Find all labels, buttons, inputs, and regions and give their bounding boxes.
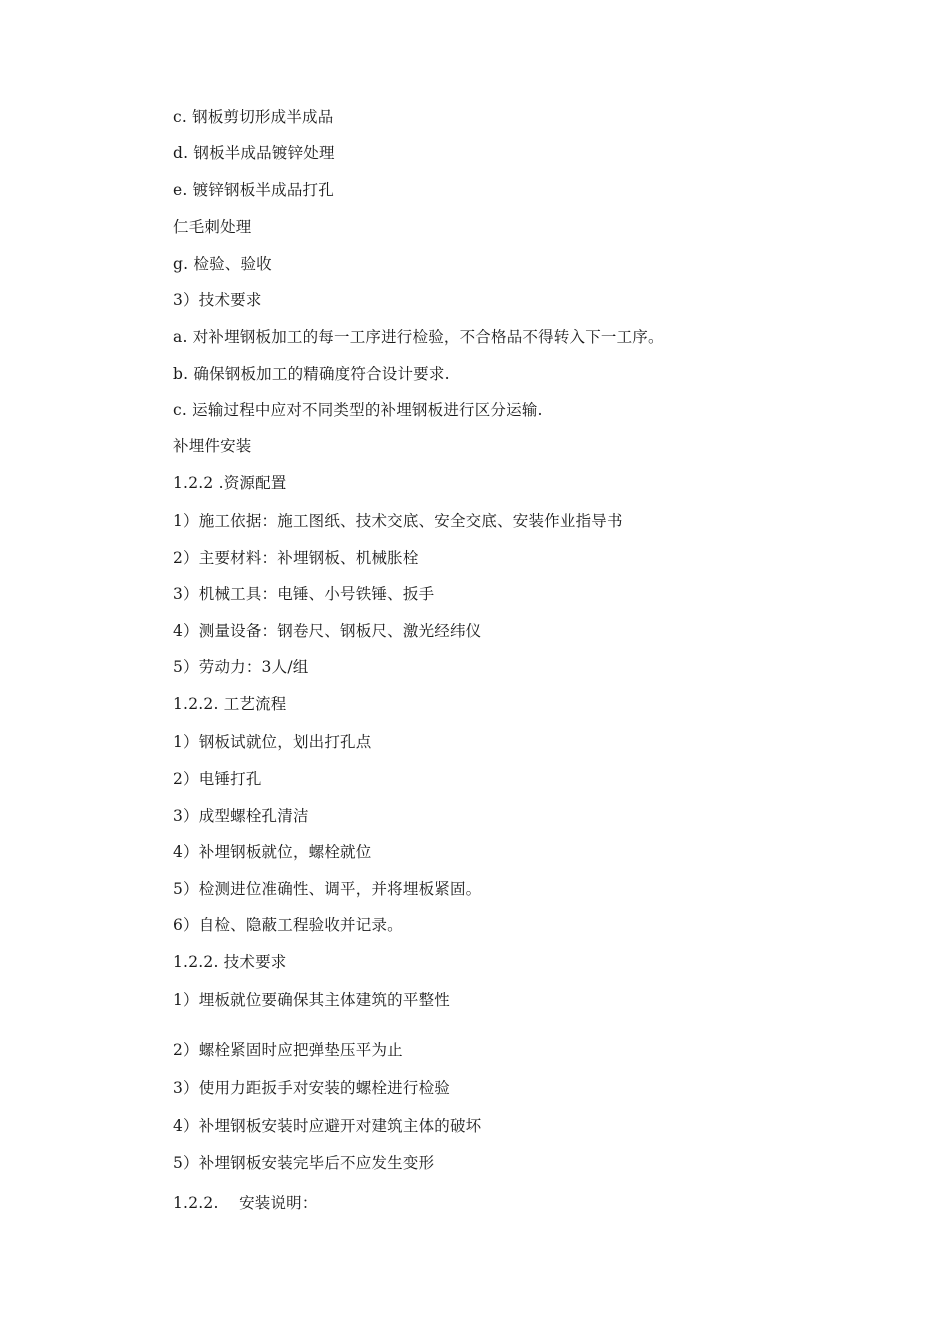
text-line: 5）检测进位准确性、调平，并将埋板紧固。 [173,880,482,898]
text-line: c. 运输过程中应对不同类型的补埋钢板进行区分运输. [173,401,543,419]
text-line: 仁毛刺处理 [173,218,252,236]
section-heading: 1.2.2. 工艺流程 [173,695,287,713]
text-line: 4）补埋钢板安装时应避开对建筑主体的破坏 [173,1117,482,1135]
section-heading: 补埋件安装 [173,437,252,455]
text-line: d. 钢板半成品镀锌处理 [173,144,335,162]
text-line: 1）施工依据：施工图纸、技术交底、安全交底、安装作业指导书 [173,512,623,530]
text-line: g. 检验、验收 [173,255,272,273]
text-line: 4）测量设备：钢卷尺、钢板尺、激光经纬仪 [173,622,482,640]
text-line: c. 钢板剪切形成半成品 [173,108,334,126]
text-line: 3）使用力距扳手对安装的螺栓进行检验 [173,1079,450,1097]
section-heading: 3）技术要求 [173,291,262,309]
text-line: 2）主要材料：补埋钢板、机械胀栓 [173,549,419,567]
section-heading: 1.2.2 .资源配置 [173,474,287,492]
text-line: 4）补埋钢板就位，螺栓就位 [173,843,372,861]
text-line: 1）埋板就位要确保其主体建筑的平整性 [173,991,450,1009]
text-line: 2）螺栓紧固时应把弹垫压平为止 [173,1041,403,1059]
text-line: 3）机械工具：电锤、小号铁锤、扳手 [173,585,435,603]
text-line: b. 确保钢板加工的精确度符合设计要求. [173,365,450,383]
text-line: 3）成型螺栓孔清洁 [173,807,309,825]
text-line: 2）电锤打孔 [173,770,262,788]
section-heading: 1.2.2. 安装说明： [173,1194,318,1212]
text-line: a. 对补埋钢板加工的每一工序进行检验，不合格品不得转入下一工序。 [173,328,664,346]
section-heading: 1.2.2. 技术要求 [173,953,287,971]
text-line: 5）劳动力：3人/组 [173,658,309,676]
text-line: 6）自检、隐蔽工程验收并记录。 [173,916,403,934]
text-line: e. 镀锌钢板半成品打孔 [173,181,334,199]
text-line: 5）补埋钢板安装完毕后不应发生变形 [173,1154,435,1172]
text-line: 1）钢板试就位，划出打孔点 [173,733,372,751]
